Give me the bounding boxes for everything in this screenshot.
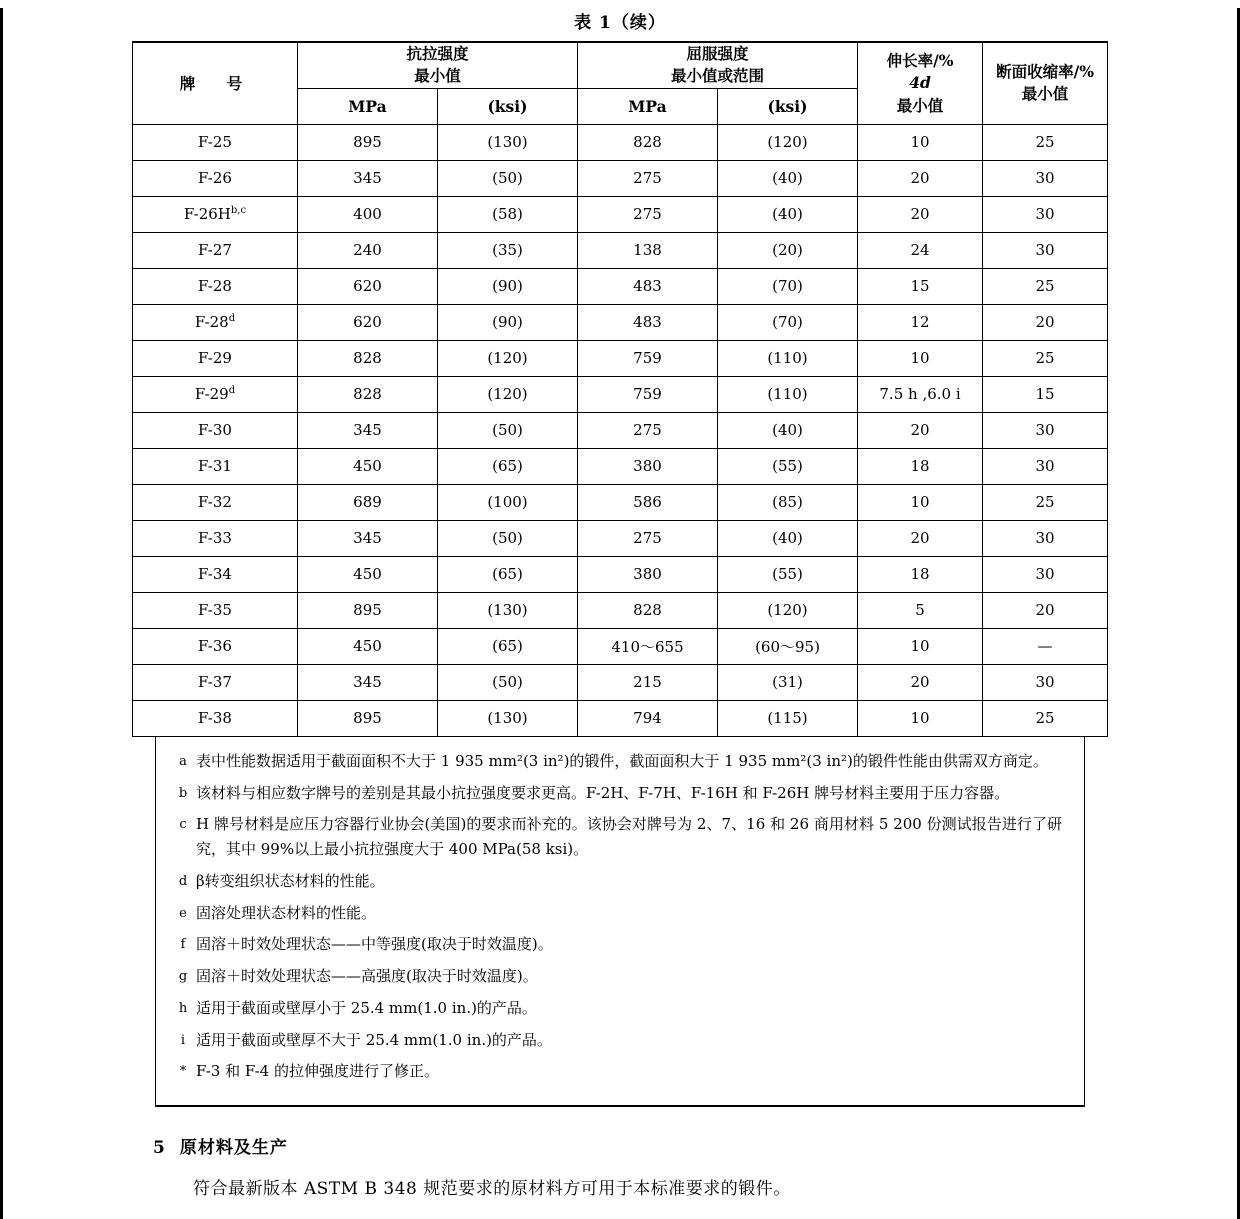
footnote-item xyxy=(170,781,1062,806)
cell-tensile-mpa: 620 xyxy=(297,268,437,304)
cell-elongation: 10 xyxy=(858,628,983,664)
cell-elongation: 10 xyxy=(858,340,983,376)
grade-label: F-27 xyxy=(198,241,232,260)
grade-label: F-38 xyxy=(198,709,232,728)
cell-grade xyxy=(132,592,297,628)
table-footnotes xyxy=(155,737,1085,1107)
cell-tensile-ksi: (130) xyxy=(437,124,577,160)
cell-yield-mpa: 759 xyxy=(578,340,718,376)
header-elongation-line1: 伸长率/% xyxy=(886,50,954,70)
table-row xyxy=(132,700,1107,736)
cell-grade xyxy=(132,628,297,664)
cell-yield-ksi: (40) xyxy=(718,412,858,448)
cell-tensile-ksi: (90) xyxy=(437,304,577,340)
table-row xyxy=(132,340,1107,376)
cell-tensile-mpa: 400 xyxy=(297,196,437,232)
header-yield-mpa: MPa xyxy=(578,88,718,124)
cell-yield-ksi: (20) xyxy=(718,232,858,268)
cell-grade xyxy=(132,160,297,196)
table-body xyxy=(132,124,1107,736)
table-caption: 表 1（续） xyxy=(574,13,666,33)
grade-footnote-mark: d xyxy=(228,385,236,397)
table-row xyxy=(132,664,1107,700)
cell-tensile-ksi: (130) xyxy=(437,592,577,628)
cell-elongation: 10 xyxy=(858,124,983,160)
cell-yield-mpa: 380 xyxy=(578,556,718,592)
cell-grade xyxy=(132,124,297,160)
cell-reduction-area: 20 xyxy=(983,304,1108,340)
cell-grade xyxy=(132,196,297,232)
cell-tensile-mpa: 450 xyxy=(297,556,437,592)
table-row xyxy=(132,160,1107,196)
cell-elongation: 20 xyxy=(858,412,983,448)
footnote-mark: d xyxy=(178,873,188,889)
cell-elongation: 10 xyxy=(858,484,983,520)
cell-tensile-mpa: 689 xyxy=(297,484,437,520)
table-row xyxy=(132,196,1107,232)
header-yield xyxy=(578,42,858,88)
cell-yield-ksi: (40) xyxy=(718,520,858,556)
cell-tensile-mpa: 895 xyxy=(297,592,437,628)
cell-grade xyxy=(132,448,297,484)
footnote-text: 固溶＋时效处理状态——高强度(取决于时效温度)。 xyxy=(196,967,538,986)
grade-label: F-25 xyxy=(198,133,232,152)
cell-tensile-mpa: 345 xyxy=(297,412,437,448)
cell-tensile-ksi: (50) xyxy=(437,160,577,196)
grade-label: F-26 xyxy=(198,169,232,188)
cell-reduction-area: 25 xyxy=(983,484,1108,520)
cell-yield-ksi: (60～95) xyxy=(718,628,858,664)
cell-tensile-mpa: 895 xyxy=(297,700,437,736)
cell-elongation: 24 xyxy=(858,232,983,268)
footnote-item xyxy=(170,749,1062,774)
cell-grade xyxy=(132,664,297,700)
grade-label: F-35 xyxy=(198,601,232,620)
cell-tensile-ksi: (50) xyxy=(437,412,577,448)
cell-yield-ksi: (70) xyxy=(718,304,858,340)
cell-tensile-ksi: (100) xyxy=(437,484,577,520)
cell-tensile-mpa: 895 xyxy=(297,124,437,160)
grade-label: F-31 xyxy=(198,457,232,476)
header-ra-line1: 断面收缩率/% xyxy=(996,62,1094,81)
section-title: 原材料及生产 xyxy=(179,1138,288,1159)
cell-tensile-mpa: 240 xyxy=(297,232,437,268)
cell-yield-mpa: 410～655 xyxy=(578,628,718,664)
table-row xyxy=(132,556,1107,592)
header-tensile-mpa: MPa xyxy=(297,88,437,124)
grade-label: F-29 xyxy=(198,349,232,368)
footnote-mark: f xyxy=(180,937,186,953)
document-page xyxy=(0,8,1240,1219)
header-tensile xyxy=(297,42,577,88)
header-tensile-sub: 最小值 xyxy=(414,66,461,86)
cell-yield-ksi: (70) xyxy=(718,268,858,304)
cell-tensile-ksi: (35) xyxy=(437,232,577,268)
cell-reduction-area: 25 xyxy=(983,268,1108,304)
cell-reduction-area: 15 xyxy=(983,376,1108,412)
cell-yield-mpa: 483 xyxy=(578,268,718,304)
cell-yield-mpa: 828 xyxy=(578,592,718,628)
cell-elongation: 18 xyxy=(858,448,983,484)
cell-reduction-area: 25 xyxy=(983,340,1108,376)
cell-reduction-area: 30 xyxy=(983,664,1108,700)
header-yield-sub: 最小值或范围 xyxy=(671,66,765,86)
cell-reduction-area: 30 xyxy=(983,232,1108,268)
cell-elongation: 12 xyxy=(858,304,983,340)
cell-tensile-ksi: (130) xyxy=(437,700,577,736)
footnote-mark: a xyxy=(179,753,187,769)
cell-tensile-mpa: 828 xyxy=(297,340,437,376)
table-row xyxy=(132,412,1107,448)
cell-grade xyxy=(132,484,297,520)
cell-yield-mpa: 828 xyxy=(578,124,718,160)
table-row xyxy=(132,520,1107,556)
cell-yield-ksi: (110) xyxy=(718,340,858,376)
cell-yield-mpa: 380 xyxy=(578,448,718,484)
table-row xyxy=(132,484,1107,520)
cell-elongation: 18 xyxy=(858,556,983,592)
cell-elongation: 15 xyxy=(858,268,983,304)
cell-elongation: 20 xyxy=(858,160,983,196)
header-reduction-area xyxy=(983,42,1108,124)
cell-elongation: 20 xyxy=(858,196,983,232)
cell-yield-mpa: 759 xyxy=(578,376,718,412)
cell-yield-ksi: (40) xyxy=(718,160,858,196)
cell-tensile-mpa: 620 xyxy=(297,304,437,340)
grade-footnote-mark: b,c xyxy=(230,205,247,217)
grade-label: F-30 xyxy=(198,421,232,440)
section-heading xyxy=(153,1133,1237,1158)
header-elongation-line3: 最小值 xyxy=(896,95,944,115)
grade-label: F-28 xyxy=(198,277,232,296)
cell-grade xyxy=(132,556,297,592)
cell-tensile-ksi: (120) xyxy=(437,340,577,376)
footnote-text: 适用于截面或壁厚小于 25.4 mm(1.0 in.)的产品。 xyxy=(196,998,537,1017)
footnote-item xyxy=(170,964,1062,989)
section-number: 5 xyxy=(153,1138,166,1159)
cell-reduction-area: 30 xyxy=(983,520,1108,556)
footnote-text: F-3 和 F-4 的拉伸强度进行了修正。 xyxy=(196,1062,439,1081)
footnote-text: H 牌号材料是应压力容器行业协会(美国)的要求而补充的。该协会对牌号为 2、7、16 和 26 商用材料 5 200 份测试报告进行了研究，其中 99%以上最小抗拉强度大于 400 MPa(58 ksi)。 xyxy=(196,815,1062,859)
footnote-item xyxy=(170,901,1062,926)
cell-grade xyxy=(132,232,297,268)
grade-label: F-32 xyxy=(198,493,232,512)
footnote-item xyxy=(170,1028,1062,1053)
table-row xyxy=(132,448,1107,484)
footnote-text: 该材料与相应数字牌号的差别是其最小抗拉强度要求更高。F-2H、F-7H、F-16H 和 F-26H 牌号材料主要用于压力容器。 xyxy=(196,783,1010,802)
footnote-item xyxy=(170,932,1062,957)
cell-reduction-area: 25 xyxy=(983,124,1108,160)
cell-elongation: 5 xyxy=(858,592,983,628)
grade-label: F-33 xyxy=(198,529,232,548)
cell-yield-mpa: 794 xyxy=(578,700,718,736)
cell-reduction-area: 25 xyxy=(983,700,1108,736)
cell-tensile-ksi: (50) xyxy=(437,520,577,556)
cell-yield-mpa: 586 xyxy=(578,484,718,520)
grade-label: F-29 xyxy=(194,385,229,404)
cell-tensile-mpa: 345 xyxy=(297,160,437,196)
cell-grade xyxy=(132,340,297,376)
cell-tensile-ksi: (65) xyxy=(437,556,577,592)
footnote-item xyxy=(170,812,1062,862)
cell-elongation: 7.5 h ,6.0 i xyxy=(858,376,983,412)
footnote-text: 固溶处理状态材料的性能。 xyxy=(196,903,377,922)
footnote-mark: c xyxy=(179,817,187,833)
table-header xyxy=(132,42,1107,124)
footnote-item xyxy=(170,1059,1062,1084)
section-paragraph: 符合最新版本 ASTM B 348 规范要求的原材料方可用于本标准要求的锻件。 xyxy=(193,1179,791,1200)
table-row xyxy=(132,592,1107,628)
cell-yield-mpa: 275 xyxy=(578,412,718,448)
cell-yield-ksi: (120) xyxy=(718,592,858,628)
header-grade: 牌 号 xyxy=(132,42,297,124)
footnote-text: 适用于截面或壁厚不大于 25.4 mm(1.0 in.)的产品。 xyxy=(196,1030,552,1049)
grade-footnote-mark: d xyxy=(228,313,236,325)
cell-tensile-mpa: 450 xyxy=(297,628,437,664)
cell-yield-mpa: 138 xyxy=(578,232,718,268)
grade-label: F-26H xyxy=(183,205,231,224)
cell-tensile-ksi: (50) xyxy=(437,664,577,700)
cell-tensile-ksi: (58) xyxy=(437,196,577,232)
footnote-text: β转变组织状态材料的性能。 xyxy=(196,871,385,890)
footnote-mark: e xyxy=(179,905,187,921)
header-tensile-title: 抗拉强度 xyxy=(406,44,469,63)
table-row xyxy=(132,304,1107,340)
header-ra-line2: 最小值 xyxy=(1021,84,1069,104)
cell-tensile-mpa: 450 xyxy=(297,448,437,484)
cell-yield-ksi: (115) xyxy=(718,700,858,736)
grade-label: F-37 xyxy=(198,673,232,692)
cell-yield-mpa: 275 xyxy=(578,520,718,556)
cell-yield-mpa: 275 xyxy=(578,160,718,196)
footnote-mark: i xyxy=(180,1032,186,1048)
cell-reduction-area: 30 xyxy=(983,448,1108,484)
table-row xyxy=(132,232,1107,268)
footnote-text: 固溶＋时效处理状态——中等强度(取决于时效温度)。 xyxy=(196,935,553,954)
header-yield-ksi: (ksi) xyxy=(718,88,858,124)
cell-reduction-area: 30 xyxy=(983,196,1108,232)
table-row xyxy=(132,268,1107,304)
cell-tensile-mpa: 345 xyxy=(297,664,437,700)
cell-elongation: 20 xyxy=(858,520,983,556)
footnote-mark: b xyxy=(178,785,188,801)
cell-yield-ksi: (55) xyxy=(718,448,858,484)
header-elongation-line2: 4d xyxy=(909,73,931,93)
footnote-mark: * xyxy=(179,1064,187,1080)
cell-grade xyxy=(132,268,297,304)
table-row xyxy=(132,376,1107,412)
cell-reduction-area: 20 xyxy=(983,592,1108,628)
cell-reduction-area: — xyxy=(983,628,1108,664)
cell-reduction-area: 30 xyxy=(983,160,1108,196)
cell-yield-mpa: 275 xyxy=(578,196,718,232)
table-row xyxy=(132,628,1107,664)
cell-yield-ksi: (85) xyxy=(718,484,858,520)
cell-tensile-ksi: (65) xyxy=(437,628,577,664)
cell-grade xyxy=(132,304,297,340)
cell-tensile-ksi: (65) xyxy=(437,448,577,484)
cell-grade xyxy=(132,520,297,556)
cell-yield-ksi: (31) xyxy=(718,664,858,700)
cell-yield-ksi: (110) xyxy=(718,376,858,412)
header-yield-title: 屈服强度 xyxy=(686,44,749,63)
cell-yield-ksi: (120) xyxy=(718,124,858,160)
cell-reduction-area: 30 xyxy=(983,556,1108,592)
table-row xyxy=(132,124,1107,160)
header-elongation xyxy=(858,42,983,124)
cell-yield-ksi: (55) xyxy=(718,556,858,592)
cell-tensile-ksi: (120) xyxy=(437,376,577,412)
cell-elongation: 10 xyxy=(858,700,983,736)
footnote-mark: h xyxy=(178,1000,188,1016)
cell-yield-mpa: 483 xyxy=(578,304,718,340)
cell-grade xyxy=(132,700,297,736)
mechanical-properties-table xyxy=(132,41,1108,737)
footnote-item xyxy=(170,996,1062,1021)
cell-tensile-ksi: (90) xyxy=(437,268,577,304)
cell-grade xyxy=(132,412,297,448)
cell-tensile-mpa: 345 xyxy=(297,520,437,556)
cell-elongation: 20 xyxy=(858,664,983,700)
footnote-text: 表中性能数据适用于截面面积不大于 1 935 mm²(3 in²)的锻件，截面面积大于 1 935 mm²(3 in²)的锻件性能由供需双方商定。 xyxy=(196,751,1048,770)
grade-label: F-34 xyxy=(198,565,232,584)
header-tensile-ksi: (ksi) xyxy=(437,88,577,124)
cell-yield-ksi: (40) xyxy=(718,196,858,232)
cell-grade xyxy=(132,376,297,412)
cell-reduction-area: 30 xyxy=(983,412,1108,448)
grade-label: F-36 xyxy=(198,637,232,656)
footnote-item xyxy=(170,869,1062,894)
grade-label: F-28 xyxy=(194,313,229,332)
footnote-mark: g xyxy=(178,969,188,985)
cell-tensile-mpa: 828 xyxy=(297,376,437,412)
cell-yield-mpa: 215 xyxy=(578,664,718,700)
